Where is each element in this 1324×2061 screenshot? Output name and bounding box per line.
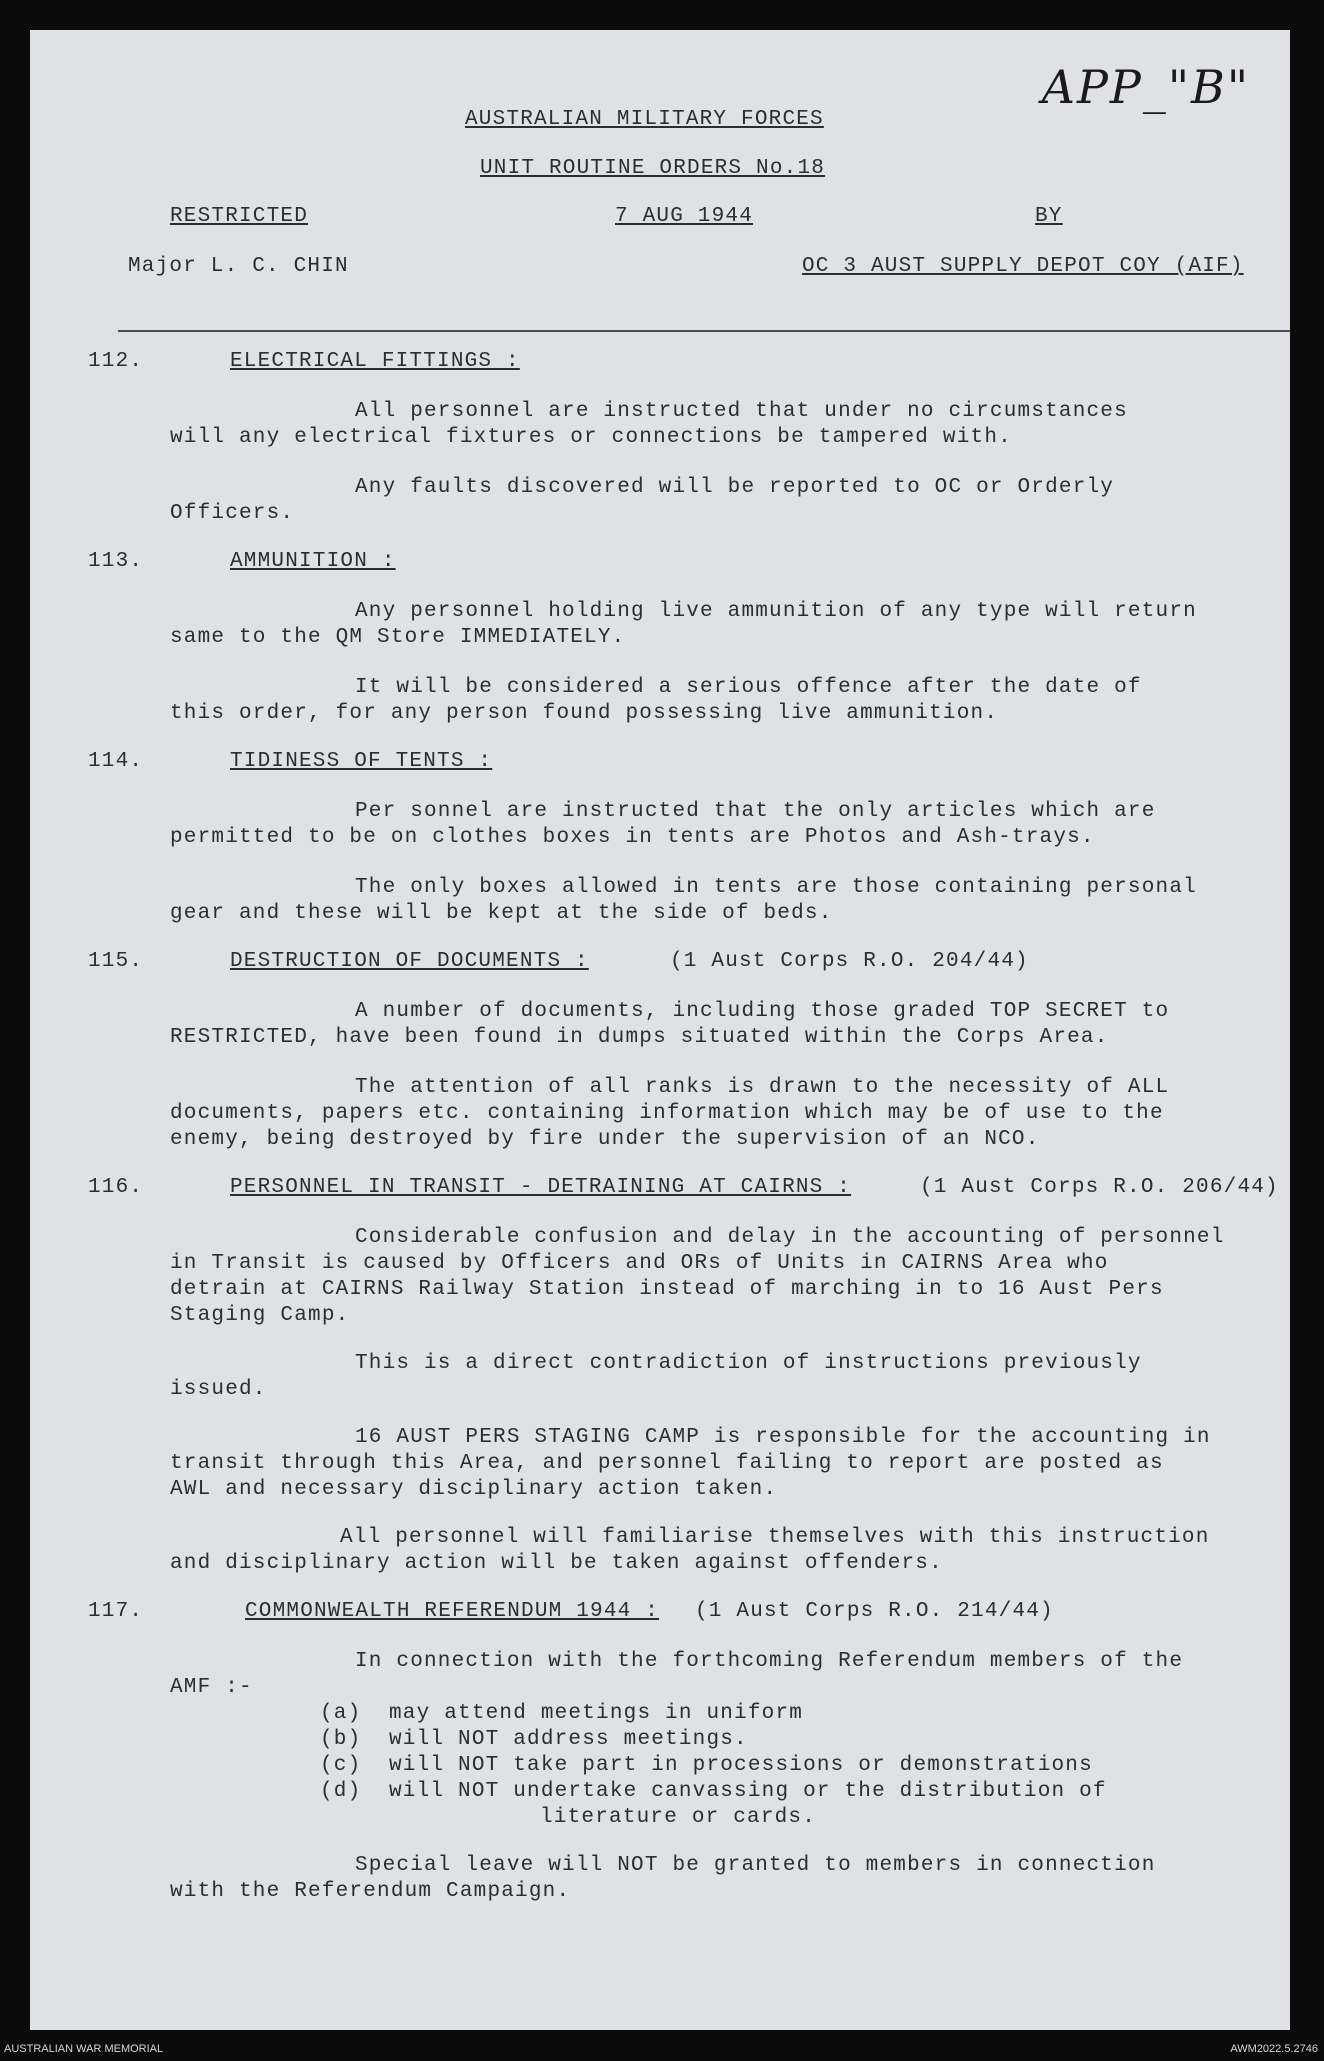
order-line-117-d2: literature or cards. <box>540 1806 817 1829</box>
header-unit: OC 3 AUST SUPPLY DEPOT COY (AIF) <box>802 255 1244 278</box>
order-line-116-p3c: AWL and necessary disciplinary action taken. <box>170 1478 778 1501</box>
order-line-112-num: 112. <box>88 350 144 373</box>
order-line-115-p2a: The attention of all ranks is drawn to the necessity of ALL <box>355 1076 1170 1099</box>
order-line-112-title: ELECTRICAL FITTINGS : <box>230 350 520 373</box>
header-orders-number: UNIT ROUTINE ORDERS No.18 <box>480 157 826 180</box>
order-line-114-num: 114. <box>88 750 144 773</box>
order-line-117-b: (b) will NOT address meetings. <box>320 1728 748 1751</box>
order-line-114-title: TIDINESS OF TENTS : <box>230 750 493 773</box>
header-classification: RESTRICTED <box>170 205 309 228</box>
footer-accession: AWM2022.5.2746 <box>1230 2043 1318 2055</box>
order-line-116-ref: (1 Aust Corps R.O. 206/44) <box>920 1176 1279 1199</box>
order-line-114-p1a: Per sonnel are instructed that the only articles which are <box>355 800 1156 823</box>
order-line-116-p4b: and disciplinary action will be taken against offenders. <box>170 1552 943 1575</box>
order-line-116-p4a: All personnel will familiarise themselves with this instruction <box>340 1526 1210 1549</box>
order-line-117-c: (c) will NOT take part in processions or demonstrations <box>320 1754 1093 1777</box>
order-line-116-p3b: transit through this Area, and personnel failing to report are posted as <box>170 1452 1164 1475</box>
order-line-115-p1a: A number of documents, including those graded TOP SECRET to <box>355 1000 1170 1023</box>
header-officer: Major L. C. CHIN <box>128 255 349 278</box>
order-line-115-ref: (1 Aust Corps R.O. 204/44) <box>670 950 1029 973</box>
order-line-117-title: COMMONWEALTH REFERENDUM 1944 : <box>245 1600 660 1623</box>
order-line-114-p2a: The only boxes allowed in tents are those containing personal <box>355 876 1197 899</box>
header-title: AUSTRALIAN MILITARY FORCES <box>465 108 824 131</box>
header-divider <box>118 330 1290 332</box>
order-line-113-p1a: Any personnel holding live ammunition of any type will return <box>355 600 1197 623</box>
order-line-112-p1b: will any electrical fixtures or connections be tampered with. <box>170 426 1012 449</box>
header-date: 7 AUG 1944 <box>615 205 754 228</box>
order-line-117-ref: (1 Aust Corps R.O. 214/44) <box>695 1600 1054 1623</box>
order-line-116-p1d: Staging Camp. <box>170 1304 350 1327</box>
order-line-116-p1b: in Transit is caused by Officers and ORs of Units in CAIRNS Area who <box>170 1252 1109 1275</box>
order-line-117-p2b: with the Referendum Campaign. <box>170 1880 571 1903</box>
order-line-114-p2b: gear and these will be kept at the side of beds. <box>170 902 833 925</box>
header-by: BY <box>1035 205 1063 228</box>
order-line-113-p1b: same to the QM Store IMMEDIATELY. <box>170 626 626 649</box>
order-line-115-num: 115. <box>88 950 144 973</box>
order-line-116-num: 116. <box>88 1176 144 1199</box>
order-line-116-p2a: This is a direct contradiction of instructions previously <box>355 1352 1142 1375</box>
order-line-116-title: PERSONNEL IN TRANSIT - DETRAINING AT CAIRNS : <box>230 1176 852 1199</box>
order-line-112-p1a: All personnel are instructed that under no circumstances <box>355 400 1128 423</box>
order-line-117-d1: (d) will NOT undertake canvassing or the distribution of <box>320 1780 1107 1803</box>
footer-source: AUSTRALIAN WAR MEMORIAL <box>4 2043 164 2055</box>
order-line-112-p2a: Any faults discovered will be reported to OC or Orderly <box>355 476 1115 499</box>
document-page <box>30 30 1290 2030</box>
order-line-113-p2a: It will be considered a serious offence after the date of <box>355 676 1142 699</box>
order-line-117-p2a: Special leave will NOT be granted to members in connection <box>355 1854 1156 1877</box>
order-line-117-p1b: AMF :- <box>170 1676 253 1699</box>
order-line-117-a: (a) may attend meetings in uniform <box>320 1702 804 1725</box>
handwritten-annotation: APP_"B" <box>1041 60 1250 114</box>
order-line-116-p2b: issued. <box>170 1378 267 1401</box>
order-line-115-title: DESTRUCTION OF DOCUMENTS : <box>230 950 589 973</box>
order-line-114-p1b: permitted to be on clothes boxes in tents are Photos and Ash-trays. <box>170 826 1095 849</box>
order-line-113-num: 113. <box>88 550 144 573</box>
order-line-113-title: AMMUNITION : <box>230 550 396 573</box>
order-line-116-p1a: Considerable confusion and delay in the accounting of personnel <box>355 1226 1225 1249</box>
order-line-117-p1a: In connection with the forthcoming Referendum members of the <box>355 1650 1184 1673</box>
order-line-115-p1b: RESTRICTED, have been found in dumps situated within the Corps Area. <box>170 1026 1109 1049</box>
order-line-115-p2b: documents, papers etc. containing information which may be of use to the <box>170 1102 1164 1125</box>
order-line-112-p2b: Officers. <box>170 502 295 525</box>
order-line-116-p3a: 16 AUST PERS STAGING CAMP is responsible for the accounting in <box>355 1426 1211 1449</box>
order-line-113-p2b: this order, for any person found possessing live ammunition. <box>170 702 999 725</box>
order-line-117-num: 117. <box>88 1600 144 1623</box>
order-line-116-p1c: detrain at CAIRNS Railway Station instead of marching in to 16 Aust Pers <box>170 1278 1164 1301</box>
order-line-115-p2c: enemy, being destroyed by fire under the supervision of an NCO. <box>170 1128 1040 1151</box>
